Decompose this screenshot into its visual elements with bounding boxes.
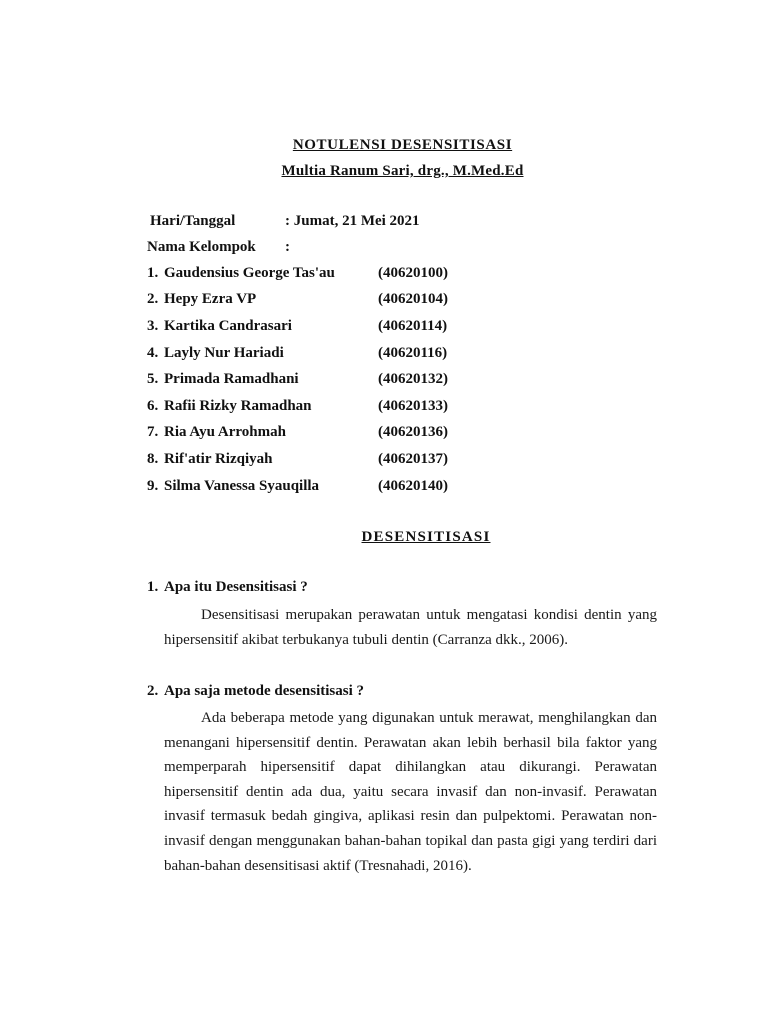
member-nim: (40620104) — [378, 291, 448, 307]
member-name: Rif'atir Rizqiyah — [164, 451, 273, 467]
member-nim: (40620100) — [378, 265, 448, 281]
member-number: 5. — [147, 371, 159, 387]
question-heading: Apa saja metode desensitisasi ? — [164, 683, 365, 699]
member-nim: (40620136) — [378, 424, 448, 440]
member-nim: (40620133) — [378, 398, 448, 414]
member-name: Primada Ramadhani — [164, 371, 299, 387]
member-name: Hepy Ezra VP — [164, 291, 257, 307]
member-name: Rafii Rizky Ramadhan — [164, 398, 312, 414]
member-number: 6. — [147, 398, 159, 414]
member-name: Layly Nur Hariadi — [164, 345, 284, 361]
day-value: : Jumat, 21 Mei 2021 — [285, 213, 420, 229]
member-name: Silma Vanessa Syauqilla — [164, 478, 320, 494]
member-nim: (40620116) — [378, 345, 448, 361]
member-number: 3. — [147, 318, 159, 334]
member-nim: (40620137) — [378, 451, 448, 467]
group-label: Nama Kelompok — [147, 239, 256, 255]
member-nim: (40620132) — [378, 371, 448, 387]
member-number: 8. — [147, 451, 159, 467]
document-subtitle: Multia Ranum Sari, drg., M.Med.Ed — [281, 163, 524, 179]
answer-paragraph: Desensitisasi merupakan perawatan untuk mengatasi kondisi dentin yang hipersensitif akibat terbukanya tubuli dentin (Carranza dkk., 2006). — [164, 607, 657, 648]
member-nim: (40620140) — [378, 478, 448, 494]
member-name: Ria Ayu Arrohmah — [164, 424, 286, 440]
member-number: 9. — [147, 478, 159, 494]
member-number: 2. — [147, 291, 159, 307]
member-number: 1. — [147, 265, 159, 281]
section-title: DESENSITISASI — [361, 529, 491, 545]
document-title: NOTULENSI DESENSITISASI — [292, 137, 513, 153]
member-number: 7. — [147, 424, 159, 440]
member-nim: (40620114) — [378, 318, 448, 334]
question-heading: Apa itu Desensitisasi ? — [164, 579, 308, 595]
member-name: Gaudensius George Tas'au — [164, 265, 335, 281]
member-name: Kartika Candrasari — [164, 318, 292, 334]
day-label: Hari/Tanggal — [150, 213, 236, 229]
question-number: 1. — [147, 579, 159, 595]
answer-paragraph: Ada beberapa metode yang digunakan untuk merawat, menghilangkan dan menangani hipersensitif dentin. Perawatan akan lebih berhasil bila faktor yang memperparah hipersensitif dapat dihilangkan atau dikurangi. Perawatan hipersensitif dentin ada dua, yaitu secara invasif dan non-invasif. Perawatan invasif termasuk bedah gingiva, aplikasi resin dan pulpektomi. Perawatan non-invasif dengan menggunakan bahan-bahan topikal dan pasta gigi yang terdiri dari bahan-bahan desensitisasi aktif (Tresnahadi, 2016). — [164, 710, 657, 874]
group-colon: : — [285, 239, 290, 255]
member-number: 4. — [147, 345, 159, 361]
question-number: 2. — [147, 683, 159, 699]
